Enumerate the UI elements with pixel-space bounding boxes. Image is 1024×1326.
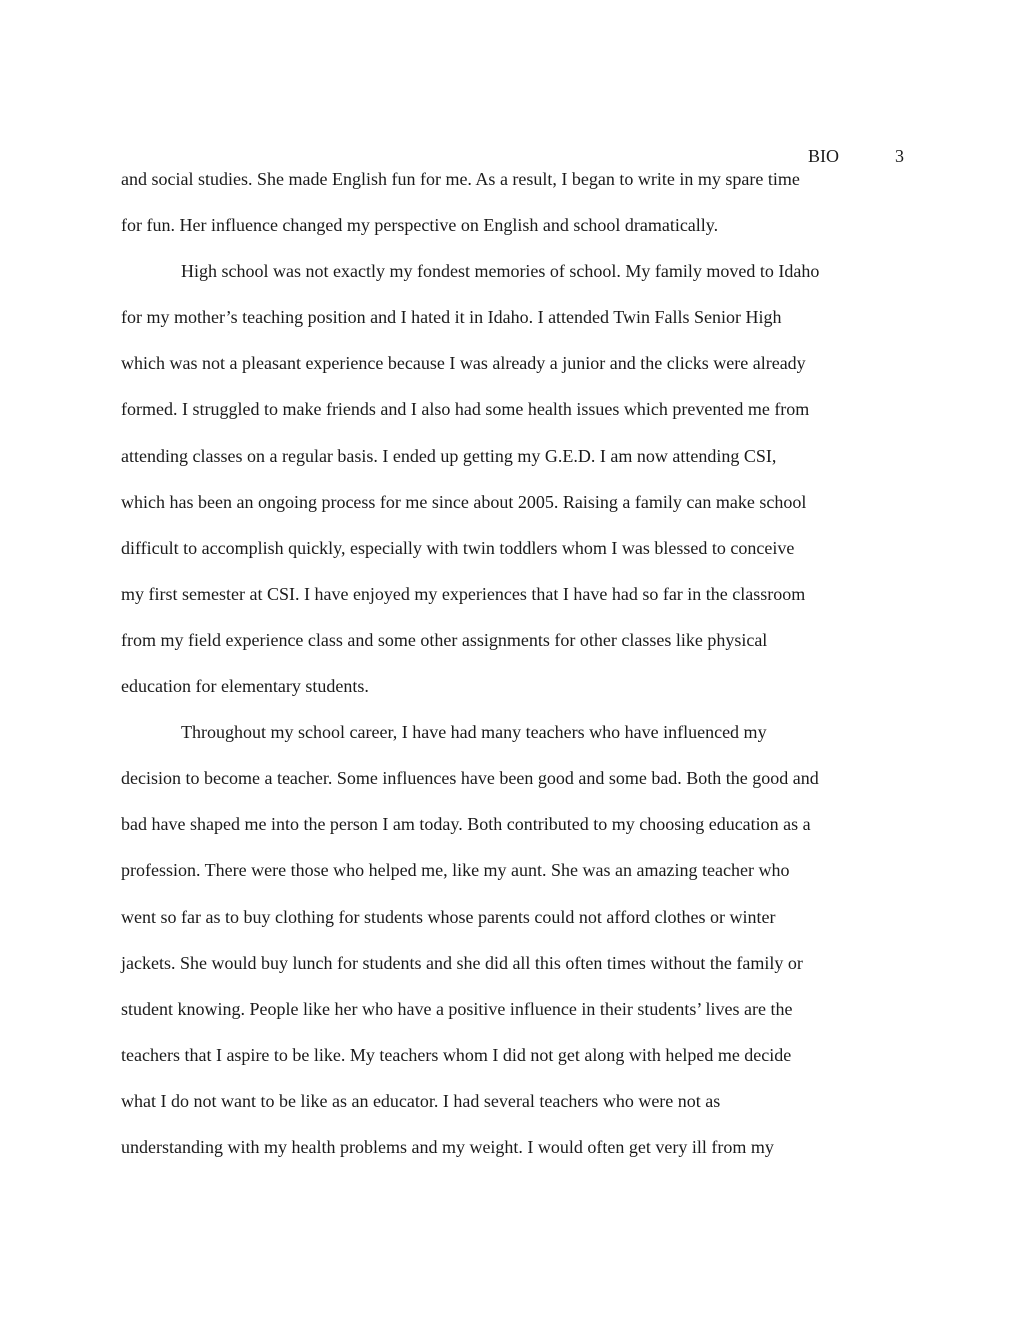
text-line: decision to become a teacher. Some influences have been good and some bad. Both the good and bbox=[121, 768, 819, 789]
paragraph-start-line: Throughout my school career, I have had many teachers who have influenced my bbox=[181, 722, 767, 743]
text-line: teachers that I aspire to be like. My teachers whom I did not get along with helped me decide bbox=[121, 1044, 792, 1065]
running-head-title: BIO bbox=[808, 146, 839, 166]
text-line: from my field experience class and some other assignments for other classes like physical bbox=[121, 629, 768, 650]
text-line: formed. I struggled to make friends and I also had some health issues which prevented me from bbox=[121, 399, 810, 420]
text-line: student knowing. People like her who have a positive influence in their students’ lives are the bbox=[121, 998, 793, 1019]
text-line: which has been an ongoing process for me since about 2005. Raising a family can make school bbox=[121, 491, 807, 512]
text-line: for my mother’s teaching position and I hated it in Idaho. I attended Twin Falls Senior High bbox=[121, 307, 782, 328]
body-text bbox=[121, 156, 911, 1170]
text-line: bad have shaped me into the person I am today. Both contributed to my choosing education as a bbox=[121, 814, 811, 835]
text-line: profession. There were those who helped me, like my aunt. She was an amazing teacher who bbox=[121, 860, 790, 881]
text-line: and social studies. She made English fun for me. As a result, I began to write in my spare time bbox=[121, 169, 800, 189]
text-line: what I do not want to be like as an educator. I had several teachers who were not as bbox=[121, 1090, 721, 1111]
text-line: understanding with my health problems and my weight. I would often get very ill from my bbox=[121, 1136, 774, 1157]
paragraph-start-line: High school was not exactly my fondest memories of school. My family moved to Idaho bbox=[181, 261, 820, 282]
text-line: attending classes on a regular basis. I ended up getting my G.E.D. I am now attending CSI, bbox=[121, 445, 777, 466]
text-line: jackets. She would buy lunch for students and she did all this often times without the family or bbox=[121, 952, 803, 973]
text-line: which was not a pleasant experience because I was already a junior and the clicks were already bbox=[121, 353, 806, 374]
page-number: 3 bbox=[895, 146, 904, 166]
text-line: education for elementary students. bbox=[121, 676, 369, 697]
text-line: my first semester at CSI. I have enjoyed my experiences that I have had so far in the classroom bbox=[121, 583, 806, 604]
text-line: difficult to accomplish quickly, especially with twin toddlers whom I was blessed to conceive bbox=[121, 537, 795, 558]
text-line: went so far as to buy clothing for students whose parents could not afford clothes or winter bbox=[121, 906, 776, 927]
text-line: for fun. Her influence changed my perspective on English and school dramatically. bbox=[121, 215, 719, 236]
